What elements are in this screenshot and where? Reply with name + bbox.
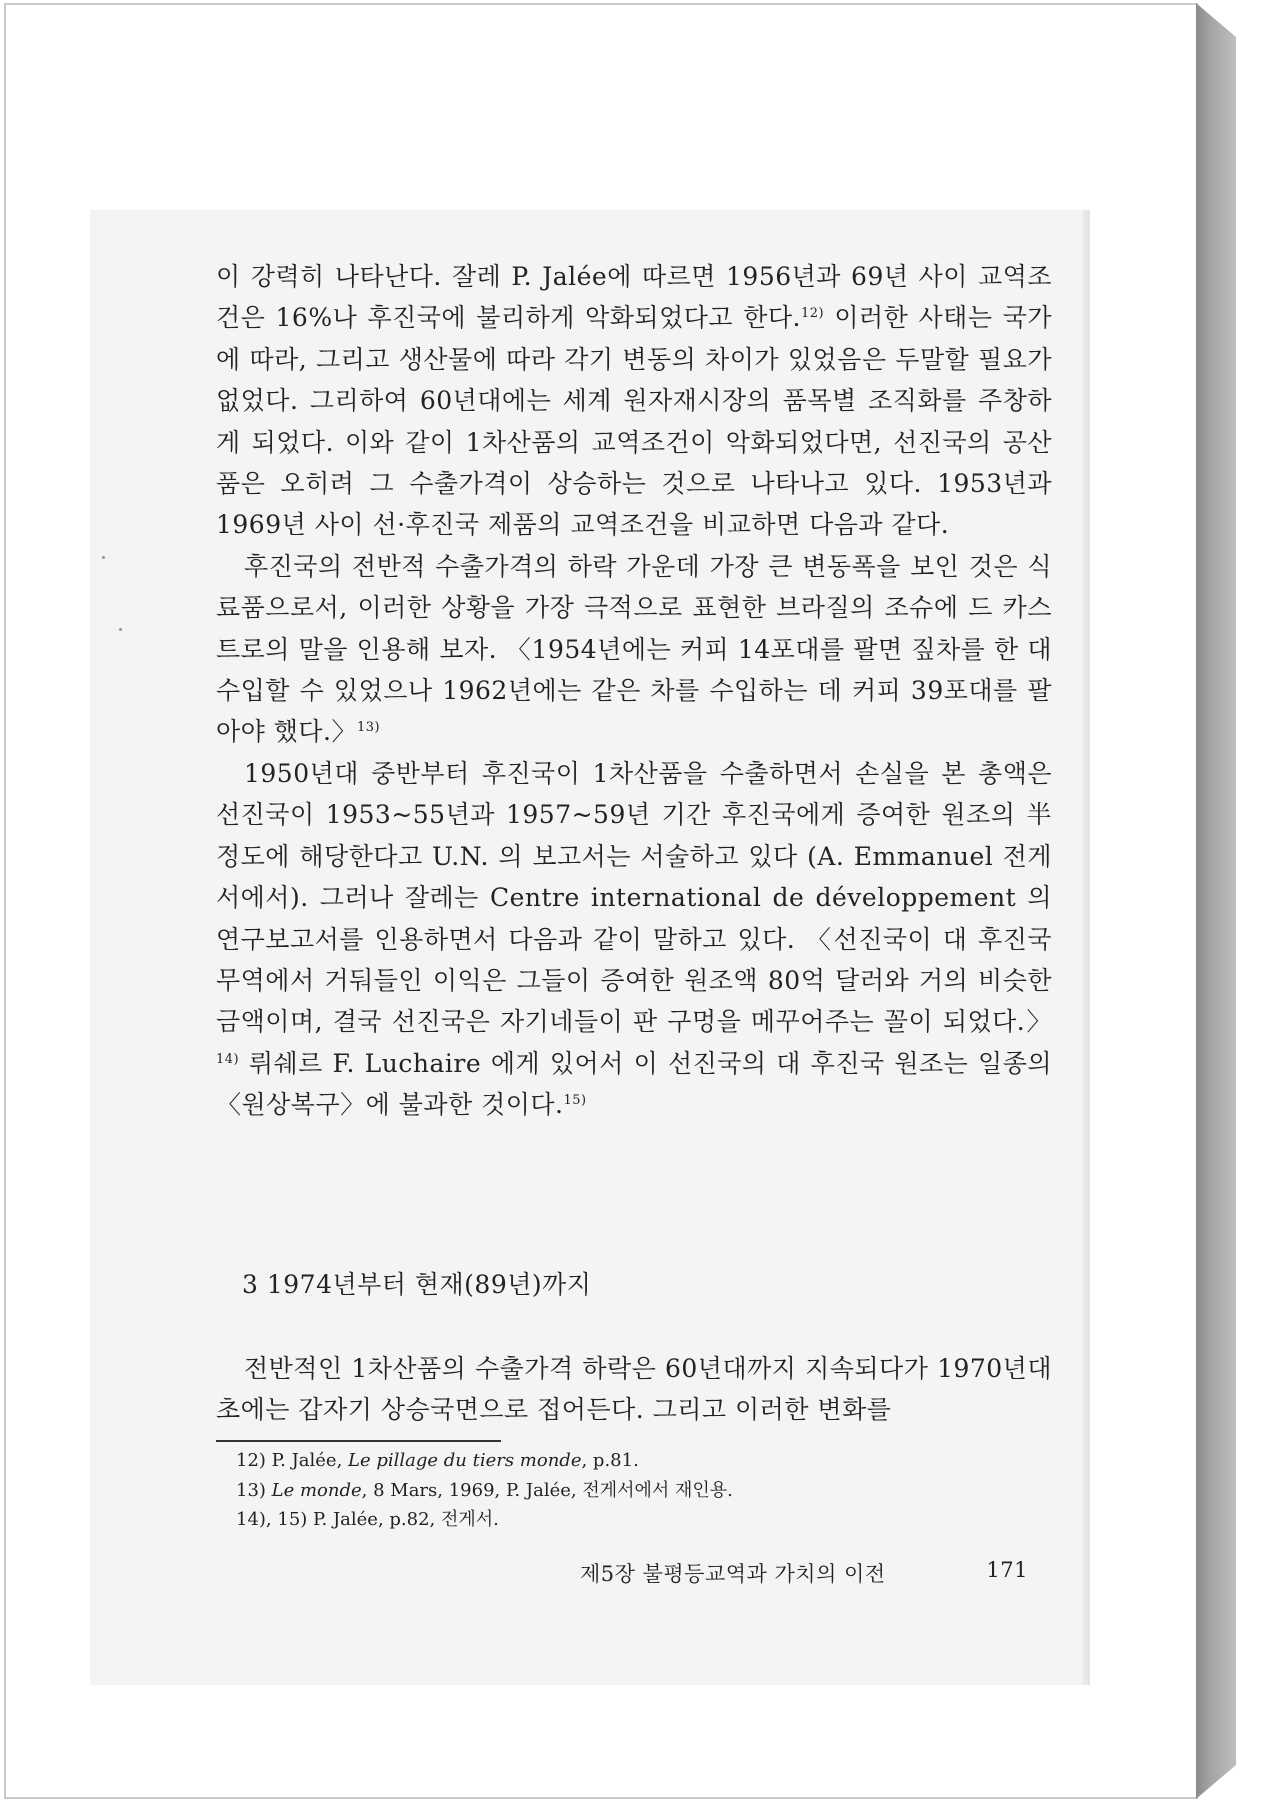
footnote-divider: [216, 1440, 501, 1442]
paragraph-4: 전반적인 1차산품의 수출가격 하락은 60년대까지 지속되다가 1970년대초에는 갑자기 상승국면으로 접어든다. 그리고 이러한 변화를: [216, 1354, 1052, 1425]
footnote-title: Le monde: [271, 1479, 362, 1501]
page-edge-shadow: [1196, 3, 1236, 1799]
footnote-ref-15[interactable]: 15): [563, 1093, 587, 1109]
footnote-title: Le pillage du tiers monde: [348, 1450, 582, 1471]
paragraph-3-lead: 1950년대 중반부터 후진국이 1차산품을 수출하면서 손실을 본 총액은 선진국이 1953~55년과 1957~59년 기간 후진국에게 증여한 원조의 半정도에 해당한다고 U.N. 의 보고서는 서술하고 있다 (A. Emmanuel 전게서에서). 그러나 잘레는 Centre international de développement 의 연구보고서를 인용하면서 다음과 같이 말하고 있다. 〈선진국이 대 후진국 무역에서 거둬들인 이익은 그들이 증여한 원조액 80억 달러와 거의 비슷한 금액이며, 결국 선진국은 자기네들이 판 구멍을 메꾸어주는 꼴이 되었다.〉: [216, 758, 1052, 1037]
footnote-ref-12[interactable]: 12): [801, 306, 825, 322]
section-heading: 3 1974년부터 현재(89년)까지: [242, 1270, 592, 1299]
page-number: 171: [986, 1558, 1028, 1582]
scan-speck: [119, 628, 122, 631]
paragraph-3: [216, 753, 1052, 1126]
paragraph-1: [216, 256, 1052, 546]
footnote-text: P. Jalée,: [271, 1450, 349, 1471]
footnote-2: [236, 1476, 1036, 1506]
body-text-continued: [216, 1348, 1052, 1431]
footnote-number: 12): [236, 1450, 272, 1471]
running-footer: [580, 1558, 1028, 1588]
footnote-ref-13[interactable]: 13): [357, 720, 381, 736]
paragraph-3-tail: 뤼쉐르 F. Luchaire 에게 있어서 이 선진국의 대 후진국 원조는 일종의 〈원상복구〉에 불과한 것이다.: [216, 1048, 1052, 1120]
footnote-text: , 8 Mars, 1969, P. Jalée, 전게서에서 재인용.: [361, 1479, 733, 1501]
chapter-title: 제5장 불평등교역과 가치의 이전: [580, 1562, 886, 1586]
scan-speck: [102, 556, 105, 559]
footnote-text: , p.81.: [581, 1450, 639, 1471]
paragraph-2: [216, 546, 1052, 753]
body-text: [216, 256, 1052, 1126]
footnote-3: [236, 1505, 1036, 1535]
footnote-1: [236, 1446, 1036, 1476]
footnote-number: 13): [236, 1479, 272, 1501]
paragraph-1-tail: 이러한 사태는 국가에 따라, 그리고 생산물에 따라 각기 변동의 차이가 있었음은 두말할 필요가 없었다. 그리하여 60년대에는 세계 원자재시장의 품목별 조직화를 주창하게 되었다. 이와 같이 1차산품의 교역조건이 악화되었다면, 선진국의 공산품은 오히려 그 수출가격이 상승하는 것으로 나타나고 있다. 1953년과 1969년 사이 선·후진국 제품의 교역조건을 비교하면 다음과 같다.: [216, 303, 1052, 540]
paragraph-1-lead: 이 강력히 나타난다. 잘레 P. Jalée에 따르면 1956년과 69년 사이 교역조건은 16%나 후진국에 불리하게 악화되었다고 한다.: [216, 262, 1052, 333]
paragraph-2-lead: 후진국의 전반적 수출가격의 하락 가운데 가장 큰 변동폭을 보인 것은 식료품으로서, 이러한 상황을 가장 극적으로 표현한 브라질의 조슈에 드 카스트로의 말을 인용해 보자. 〈1954년에는 커피 14포대를 팔면 짚차를 한 대 수입할 수 있었으나 1962년에는 같은 차를 수입하는 데 커피 39포대를 팔아야 했다.〉: [216, 551, 1052, 747]
footnote-ref-14[interactable]: 14): [216, 1051, 240, 1067]
footnote-number: 14), 15): [236, 1509, 314, 1530]
scan-fold-shadow: [1082, 210, 1090, 1685]
footnote-text: P. Jalée, p.82, 전게서.: [313, 1509, 499, 1530]
footnotes: [236, 1446, 1036, 1535]
